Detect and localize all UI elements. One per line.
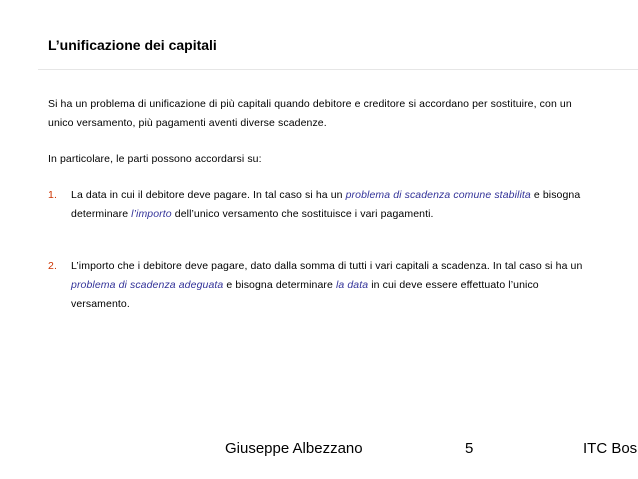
list-item: [48, 257, 588, 314]
text-segment: L’importo che i debitore deve pagare, dato dalla somma di tutti i vari capitali a scadenza. In tal caso si ha un: [71, 260, 583, 272]
list-item-number: 1.: [48, 189, 57, 201]
lead-paragraph: In particolare, le parti possono accordarsi su:: [48, 153, 262, 165]
footer-page-number: 5: [465, 440, 474, 457]
emphasis-term: la data: [335, 279, 369, 291]
list-item-text: [71, 186, 588, 224]
emphasis-term: problema di scadenza adeguata: [71, 279, 224, 291]
text-segment: La data in cui il debitore deve pagare. In tal caso si ha un: [71, 189, 346, 201]
slide-title: L’unificazione dei capitali: [48, 37, 217, 53]
list-item-number: 2.: [48, 260, 57, 272]
emphasis-term: problema di scadenza comune stabilita: [345, 189, 531, 201]
text-segment: in cui deve essere effettuato l’unico versamento.: [71, 279, 539, 310]
text-segment: e bisogna determinare: [223, 279, 336, 291]
footer-author: Giuseppe Albezzano: [225, 440, 363, 457]
intro-paragraph: Si ha un problema di unificazione di più capitali quando debitore e creditore si accordano per sostituire, con un unico versamento, più pagamenti aventi diverse scadenze.: [48, 98, 572, 129]
footer-school: ITC Bos: [583, 440, 638, 457]
list-item-text: [71, 257, 588, 314]
text-segment: e bisogna determinare: [71, 189, 581, 220]
title-divider: [38, 69, 638, 70]
text-segment: dell’unico versamento che sostituisce i vari pagamenti.: [171, 208, 434, 220]
list-item: [48, 186, 588, 224]
emphasis-term: l’importo: [131, 208, 172, 220]
